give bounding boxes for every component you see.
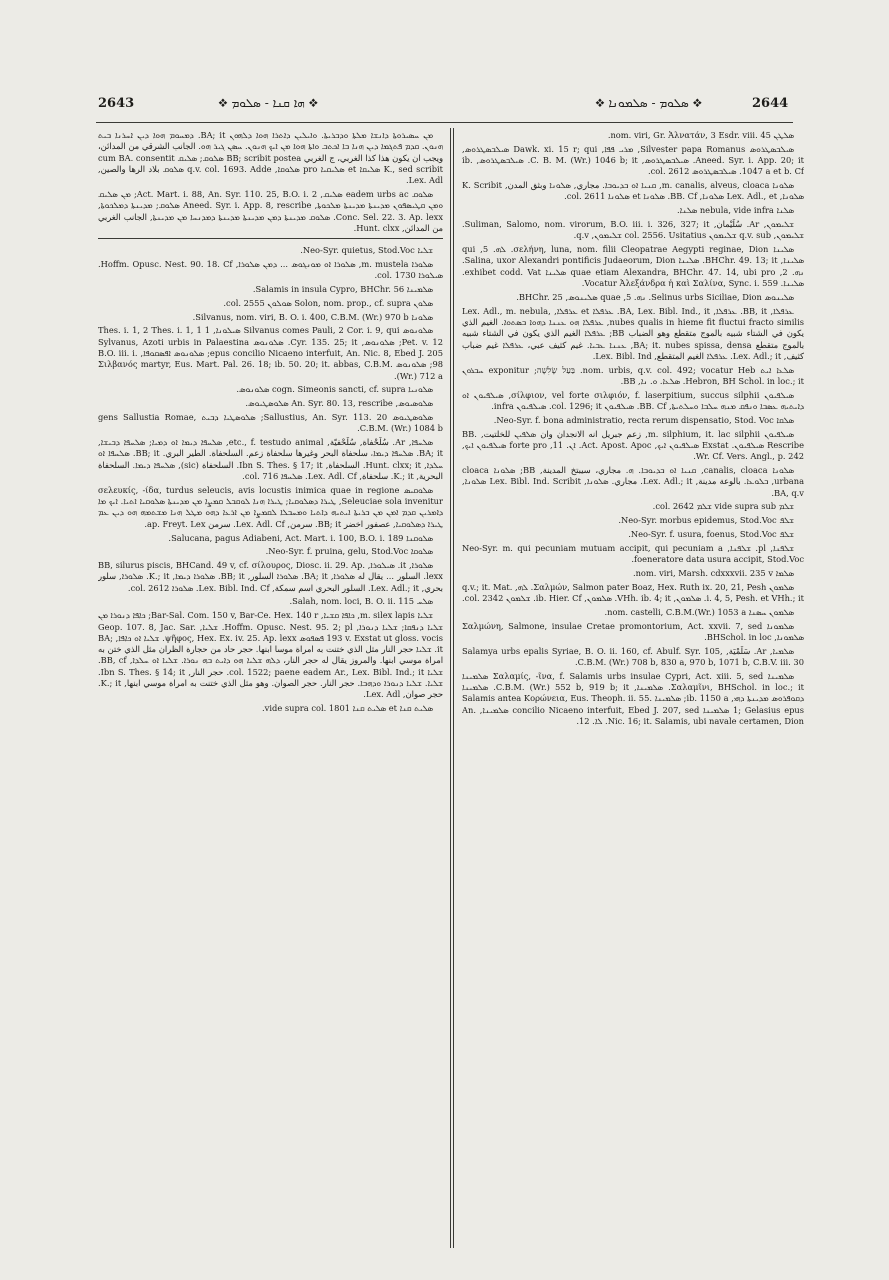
- dictionary-entry: ܣܠܘܩܝܣ σελευκίς, -ίδα, turdus seleucis, avis locustis inimica quae in regione Seleuciae sola invenitur, ܛܝܪܐ ܕܣܠܘܩܝܐ; ܛܝܪܐ ܗܢܐ ܠܘܩܒܠ ܩܡܨܐ ܡܢ ܡܕܝܢܬܐ ܣܠܘܩܝܐ ܐܬܝܐ. ܐܝܟ ܡܐ ܕܐܡܪܝܢ ܩܕܡ ܐܡܢ ܡܢ ܒܪܝܬܐ ܐܝܬܝܗ ܕܐܬܝܐ ܘܡܚܒܠܐ ܠܩܡܨܐ ܡܢ ܐܪܥܐ ܕܗܘ ܡܛܠ ܗܢܐ ܡܫܬܡܗ ܗܘ ܕܝܢ ܥܡ ܛܝܪܐ ܕܣܠܘܩܝܐ, عصفور اخضر BB; it. سرمن, Lex. Adl. Cf. سرمن ap. Freyt. Lex.: [98, 484, 443, 529]
- dictionary-entry: ܣܠܡܝܐ, Ar. سَلَمْيَة, Salamya urbs epalis Syriae, B. O. ii. 160, cf. Abulf. Syr. 105, C.B.M. (Wr.) 708 b, 830 a, 970 b, 1071 b, C.B.V. iii. 30.: [462, 645, 804, 667]
- dictionary-entry: ܫܠܦܢܐ, pl. ܫܠܦܢܐ, Neo-Syr. m. qui pecuniam mutuam accipit, qui pecuniam a foeneratore data usura accipit, Stod.Voc.: [462, 542, 804, 565]
- dictionary-entry: ܣܠܘܢܝܐ cogn. Simeonis sancti, cf. supra ܣܠܘܢܘܣ.: [236, 384, 433, 395]
- dictionary-entry: ܣܠܘܢܐ m. canalis, alveus, cloaca, ܩܢܝܐ ܐܘ ܒܕܝܘܒܐ. مجاري, ܣܠܘܢܐ وبثق المدن, K. Scribit ܣܠܘܢܐ, Lex. Adl., et ܣܠܘܢܐ, BB. Cf. ܣܠܘܢܐ et ܣܠܘܢܐ col. 2611.: [462, 180, 804, 202]
- dictionary-entry: ܣܠܘܩܢܐ Salucana, pagus Adiabeni, Act. Mart. i. 100, B.O. i. 189.: [168, 532, 433, 543]
- dictionary-entry: ܣܠܡܝܢܐ Σαλαμίς, -ῖνα, f. Salamis urbs insulae Cypri, Act. xiii. 5, sed ܣܠܡܝܢܐ Σαλαμῖνι, BHSchol. in loc.; it. ܣܠܡܝܢܐ, C.B.M. (Wr.) 552 b, 919 b; it. ܣܠܡܝܢܐ ܕܩܘܦܪܘܣ ܡܕܝܢܬܐ ܕܗܝ, ib. 1150 a; ܣܠܡܝܢܐ Salamis antea Κορώνεια, Eus. Theoph. ii. 55. 1; Gelasius epus ܣܠܡܝܢܐ concilio Nicaeno interfuit, Ebed J. 207, sed ܣܠܡܝܢܐ, An. Nic. 16; it. Salamis, ubi navale certamen, Dion. ܠܐ. 12.: [462, 670, 804, 726]
- dictionary-entry: ܣܠܚܦܐ, Ar. سُلَحْفاة, سُلَحْفيّة, etc., f. testudo animal, ܣܠܚܦܐ ܕܝܡܐ ܐܘ ܕܡܝܐ; ܣܠܚܦܐ ܕܒܝܫܐ, BA; it. ܣܠܚܦܐ ܕܝܡܐ، سلحفاة البحر وغيرها سلحفاة زعم. السلحفاة. الطير البري. BB; it. ܣܠܚܦܐ ܐܘ ܚܠܕܐ, Hunt. clxx; it. السلحفاة, Ibn S. Thes. § 17; it. السلحفاة (sic), ܣܠܚܦܐ ܕܝܡܐ. السلحفاة البحرية, K.; it. سلحفاة, Lex. Adl. Cf. ܣܠܚܦܐ col. 716.: [98, 437, 443, 482]
- dictionary-entry: ܣܠܚ Salah, nom. loci, B. O. ii. 115.: [289, 596, 433, 607]
- column-divider-inner: [453, 128, 454, 1248]
- dictionary-entry: ܣܠܘܪܐ, it. ܣܝܠܘܪܐ, BB, silurus piscis, BHCand. 49 v, cf. σίλουρος, Diosc. ii. 29. Ap. lexx. السلور ... يقال له ܣܠܘܪܐ, BA; it. ܣܠܘܪܐ السلور, BB; it. ܣܠܘܪܐ ܕܝܡܐ, K.; it. ܣܠܘܪܐ, سلور بحري, Lex. Adl.; it. السلور البحري اسم سمكة, Lex. Bibl. Ind. Cf. ܣܠܘܪܐ col. 2612.: [98, 560, 443, 593]
- dictionary-entry: ܣܠܘܢܘܣ Silvanus comes Pauli, 2 Cor. i. 9, qui ܣܝܠܘܢܐ, 1 Thes. i. 1, 2 Thes. i. 1, 1 Pet. v. 12; ܣܠܘܢܘܣ, Cyr. 135. 25; it. ܣܠܘܢܘܣ Sylvanus, Azoti urbis in Palaestina epus concilio Nicaeno interfuit, An. Nic. 8, Ebed J. 205; ܣܠܘܢܘܣ ܐܦܣܩܘܦܐ, B.O. iii. i. 98; ܣܠܘܢܘܣ Σιλβανός martyr, Eus. Mart. Pal. 26. 18; ib. 50. 20; it. abbas, C.B.M. (Wr.) 712 a.: [98, 325, 443, 381]
- dictionary-entry: ܫܠܝܐ Neo-Syr. quietus, Stod.Voc.: [300, 245, 433, 256]
- right-column: [462, 130, 804, 1250]
- column-divider: [450, 128, 451, 1248]
- dictionary-entry: ܣܠܩܐ Neo-Syr. f. bona administratio, recta rerum dispensatio, Stod. Voc.: [493, 414, 794, 425]
- dictionary-entry: ܣܠܥܐ ܐܝܬ nom. urbis, q.v. col. 492; vocatur Heb. בַּעַל שָׂלִשָׁה; exponitur ܚܒܪܘܢ Hebron, BH Schol. in loc.; it. ܣܠܥܐ. ܘ. ܢܐ, BB.: [462, 364, 804, 386]
- dictionary-entry: ܣܠܘܩܐ Neo-Syr. f. pruina, gelu, Stod.Voc.: [265, 546, 433, 557]
- dictionary-entry: ܣܝܠܦܝܘܢ σίλφιον, vel forte σιλφιόν, f. laserpitium, succus silphii, ܣܝܠܦܝܘܢ ܐܘ ܕܐܝܬܝܗ ܥܣܒܐ ܘܢܦܩ ܡܢܗ ܚܠܒܐ ܘܚܠܬܝܬܐ, BB. Cf. ܣܝܠܦܝܘܢ col. 1296; it. ܣܝܠܦܝܘܢ infra.: [462, 389, 804, 412]
- section-rule: [98, 238, 443, 239]
- left-column: [98, 130, 443, 1250]
- dictionary-entry: ܣܠܘܣܝܘܣ, An. Syr. 80. 13, rescribe ܣܠܘܣܛܝܘܣ.: [245, 398, 433, 409]
- dictionary-entry: ܫܠܡ vide supra sub ܫܠܡ col. 2642.: [652, 501, 794, 512]
- left-running-head: ❖ ܗܐ ܩܢܐ - ܣܠܘܡ ❖: [218, 96, 318, 110]
- dictionary-entry: ܣܠܘܢ Solon, nom. prop., cf. supra ܣܘܠܘܢ col. 2555.: [223, 297, 433, 308]
- dictionary-entry: ܣܠܡܐ nom. viri, Marsh. cdxxxvii. 235 v.: [632, 567, 794, 578]
- right-running-head: ❖ ܣܠܘܡ - ܣܠܡܘܢܐ ❖: [595, 96, 702, 110]
- dictionary-entry: ܣܠܛܢ nom. viri, Gr. Ἀλνατάν, 3 Esdr. viii. 45.: [607, 130, 794, 140]
- dictionary-entry: ܣܠܘܩ eadem urbs ac ܣܠܝܩ, Act. Mart. i. 88, An. Syr. 110. 25, B.O. i. 2; ܡܢ ܣܠܝܩ ܘܡܢ ܩܛܝܣܦܘܢ ܡܕܝܢܬܐ ܡܕܝܢܬܐ ܡܠܟܘܬܐ, Aneed. Syr. i. App. 8, rescribe ܣܠܘܩ; ܡܕܝܢܬܐ ܕܡܠܟܘܬܐ, Conc. Sel. 22. 3. Ap. lexx. ܣܠܘܩ ܡܕܝܢܬܐ ܕܡܢ ܡܕܝܢܬܐ ܡܕܝܢܬܐ ܕܡܕܢܚܐ ܡܢ ܡܕܝܢܬܐ, الجانب الغربي من المدائن, Hunt. clxx.: [98, 188, 443, 233]
- right-page-number: 2644: [752, 96, 789, 111]
- dictionary-entry: ܣܠܡܝܢܐ Salamis in insula Cypro, BHChr. 56.: [252, 284, 433, 295]
- dictionary-entry: ܣܠܝܢܐ σελήνη, luna, nom. filii Cleopatrae Aegypti reginae, Dion. ܠܗ. 5, qui ܣܠܝܢܐ, BHChr. 49. 13; it. ܣܠܝܢܐ Salina, uxor Alexandri pontificis Judaeorum, Dion. ܢܗ. 2, quae etiam Alexandra, BHChr. 47. 14, ubi pro ܣܠܝܢܐ exhibet codd. Vat. ܣܠܝܢܐ. Vocatur Ἀλεξάνδρα ἡ καὶ Σαλίνα, Sync. i. 559.: [462, 244, 804, 289]
- dictionary-entry: ܣܠܘܢܐ Silvanus, nom. viri, B. O. i. 400, C.B.M. (Wr.) 970 b.: [192, 311, 433, 322]
- dictionary-entry: ܣܠܡܘܢܐ Σαλμώνη, Salmone, insulae Cretae promontorium, Act. xxvii. 7, sed ܣܠܡܘܢܐ, BHSchol. in loc.: [462, 620, 804, 642]
- dictionary-entry: ܣܠܡܘܢ ܚܣܢܐ nom. castelli, C.B.M.(Wr.) 1053 a.: [604, 606, 794, 617]
- dictionary-entry: ܣܠܢܐ nebula, vide infra ܣܠܢܐ.: [677, 205, 794, 216]
- dictionary-entry: ܣܝܠܒܣܛܪܘܣ Silvester papa Romanus, ܡܪܝ ܦܦܐ, Dawk. xi. 15 r; qui ܣܝܠܒܣܛܪܘܣ, Aneed. Syr. i. App. 20; it. ܣܝܠܒܣܛܪܘܣ, C. B. M. (Wr.) 1046 b; it. ܣܝܠܒܣܛܪܘܣ, ib. 1047 a et b. Cf. ܣܝܠܒܣܛܪܘܣ col. 2612.: [462, 143, 804, 177]
- dictionary-entry: ܡܢ ܚܣܝܪܘܬܐ ܕܐܢܫܐ ܡܠܬܐ ܘܕܒܪܝܬܐ. ܘܐܝܠܝܢ ܕܐܬܪܐ ܗܘܐ ܕܠܗܘܢ BA; it. ܕܡܚܘܡ ܗܘܐ ܕܝܢ ܐܚܪܢܐ ܒܝܬ ܗܢܘܢ. ܩܕܡ ܦܬܓܡܐ ܕܝܢ ܗܢܐ ܒܐ ܐܟܬܒ ܘܐܬܐ ܗܘܐ ܡܢ ܐܝܟ ܗܢܘܢ. ܚܣܢ ܓܝܪ ܗܘ. الجانب الشرقي من المدائن، ويجب ان يكون هذا كذا الغربي، ج الغربي BB; scribit postea ܣܠܘܩ; ܣܠܝܩ cum BA. consentit K., sed scribit ܣܠܝܩܐ et ܣܠܝܩܝܐ pro ܣܠܘܩܐ, q.v. col. 1693. Adde ܣܠܘܩ بلاد الرها والصين, Lex. Adl.: [98, 130, 443, 186]
- dictionary-entry: ܫܠܝܐ m. silex lapis, ܟܐܦܐ ܩܫܝܐ, Bar-Sal. Com. 150 v, Bar-Ce. Hex. 140 r; ܟܐܦܐ ܕܢܘܪܐ ܡܢ ܫܠܝܐ ܕܢܦܩܐ; ܫܠܝܐ ܕܢܘܪܐ, Hoffm. Opusc. Nest. 95. 2; pl. ܫܠܝܐ, Geop. 107. 8, Jac. Sar. 193 v. Exstat ut gloss. vocis ܦܣܦܘܣ ψῆφος, Hex. Ex. iv. 25. Ap. lexx. ܫܠܝܐ ܐܘ ܟܐܦܐ, BA; it. ܫܠܝܐ حجر النار مثل الذي ختنت به امراة موسا ابنها. حجر حاد من حجارة الظران مثل الذي ختن به امراة موسي ابنها. والمروز يقال له حجر النار، ܕܠܗ ܫܠܝܐ ܗܘ ܕܐܝܬ ܒܗ ܢܘܪܐ. ܫܠܝܐ ܐܘ ܚܠܕܐ, BB, cf. ܫܠܝܐ col. 1522; paene eadem Ar., Lex. Bibl. Ind.; it. حجر النار, Ibn S. Thes. § 14; it. ܫܠܝܐ. ܫܠܝܐ ܕܢܘܪܐ ܘܕܗܒܐ. حجر النار. حجر الصوان. وهو مثل الذي ختنت به امراة موسي ابنها, K.; it. حجر صوان, Lex. Adl.: [98, 610, 443, 700]
- dictionary-entry: ܫܠܦ Neo-Syr. morbus epidemus, Stod.Voc.: [618, 515, 794, 526]
- dictionary-entry: ܣܠܘܪܐ m. mustela, ܣܠܘܪܐ ܐܘ ܡܘܢܓܘܣ ... ܕܡܢ ܣܠܘܪܐ, Hoffm. Opusc. Nest. 90. 18. Cf. ܣܝܠܘܪܐ col. 1730.: [98, 258, 443, 281]
- dictionary-entry: ܣܠܘܢܐ canalis, cloaca, ܩܢܝܐ ܐܘ ܒܕܝܘܒܐ. ܗ. مجاري، سيبتخ المدينة, BB; ܣܠܘܢܐ cloaca urbana, ܒܠܘܥܐ. بالوعة مدينة, Lex. Adl.; it. مجاري. ܣܠܘܢܐ, Lex. Bibl. Ind. Scribit ܣܠܘܢܐ, BA, q.v.: [462, 465, 804, 498]
- left-page-number: 2643: [98, 96, 135, 111]
- dictionary-entry: ܣܠܡܘܢ Σαλμών, Salmon pater Boaz, Hex. Ruth ix. 20, 21, Pesh. ܠܗ, q.v.; it. Mat. i. 4, 5, Pesh. et VHh.; it. ܣܠܡܘܢ, VHh. ib. 4; it. ܣܠܡܘܢ, ib. Hier. Cf. ܫܠܡܘܢ col. 2342.: [462, 581, 804, 603]
- dictionary-entry: ܫܠܦ Neo-Syr. f. usura, foenus, Stod.Voc.: [628, 529, 794, 539]
- dictionary-entry: ܣܠܝܢܘܣ Selinus urbs Siciliae, Dion. ܢܗ. 5, quae ܣܠܝܢܘܣ, BHChr. 25.: [516, 291, 794, 302]
- dictionary-entry: ܣܝܠܦܝܘܢ m. silphium, it. lac silphii, زعم جبريل انه الانجدان وان ܣܠܦܝܢ للخلتيت, BB. Rescribe ܣܝܠܦܝܘܢ. Exstat ܣܝܠܦܝܘܢ ܐܝܟ, Act. Apost. Apoc. ܐܢ. 11, forte pro ܣܝܠܦܝܘܢ ܐܝܟ, Wr. Cf. Vers. Angl., p. 242.: [462, 428, 804, 462]
- dictionary-entry: ܣܠܝܬ ܩܢܐ et ܣܠܝܬ ܩܢܐ vide supra col. 1801.: [262, 703, 433, 714]
- dictionary-entry: ܫܠܝܡܘܢ, Ar. سُلَيْمان, Suliman, Salomo, nom. virorum, B.O. iii. i. 326, 327; it. ܫܠܝܡܘܢ, q.v. sub ܫܠܝܡܘܢ col. 2556. Usitatius ܫܠܝܡܘܢ, q.v.: [462, 219, 804, 241]
- dictionary-entry: ܣܠܘܣܛܝܘܣ Sallustius, An. Syr. 113. 20; ܣܠܘܣܛܝܐ ܕܒܝܬ gens Sallustia Romae, C.B.M. (Wr.) 1084 b.: [98, 412, 443, 434]
- dictionary-entry: ܥܪܦܠܐ, BB, it. ܥܪܦܠܐ, BA, Lex. Bibl. Ind., it. ܥܪܦܠܐ et ܥܪܦܠܐ, Lex. Adl., m. nebula, nubes qualis in hieme fit fluctui fracto similis, ܥܪܦܠܐ ܗܘ ܥܢܢܐ ܕܗܘܐ ܒܣܬܘܐ. الغيم الذي يكون في الشتاء شبيه بالموج متقطع وهو الضباب BB; ܥܪܦܠܐ الغيم الذي يكون في الشتاء شبيه بالموج متقطع BA; it. nubes spissa, densa, ܥܢܢܐ ܥܒܝܐ. غيم كثيف عبي، ܥܪܦܠܐ غيم ضباب كثيف, Lex. Adl.; it. ܥܪܦܠܐ الغيم المتقطع, Lex. Bibl. Ind.: [462, 305, 804, 361]
- header-rule: [96, 122, 793, 123]
